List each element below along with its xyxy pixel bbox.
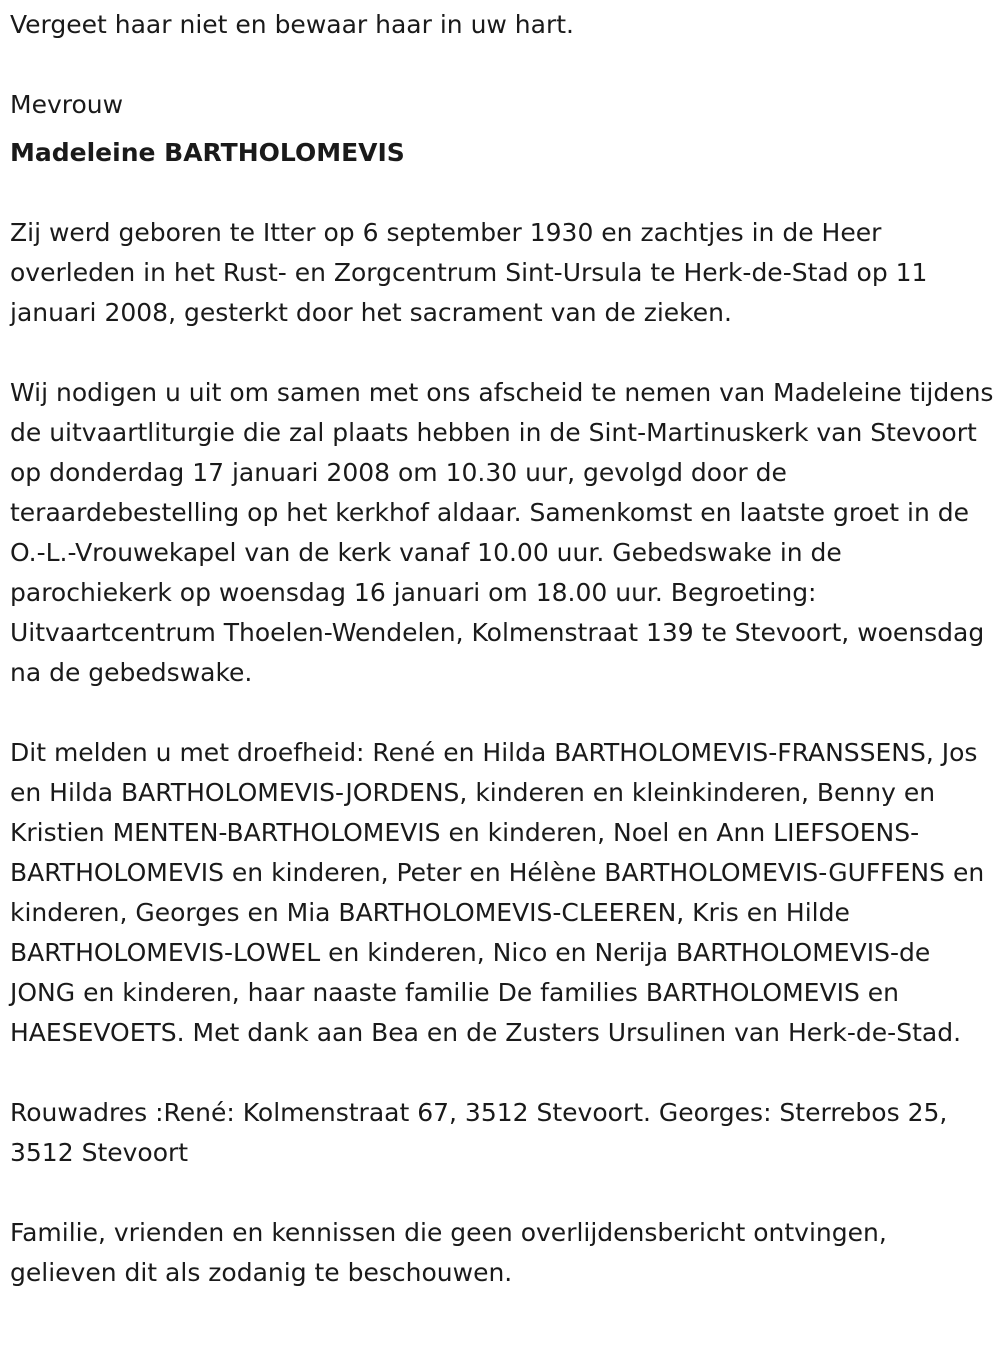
address-paragraph: Rouwadres :René: Kolmenstraat 67, 3512 Stevoort. Georges: Sterrebos 25, 3512 Stevoort — [10, 1098, 948, 1167]
closing-paragraph: Familie, vrienden en kennissen die geen overlijdensbericht ontvingen, gelieven dit als zodanig te beschouwen. — [10, 1218, 887, 1287]
family-paragraph: Dit melden u met droefheid: René en Hilda BARTHOLOMEVIS-FRANSSENS, Jos en Hilda BARTHOLOMEVIS-JORDENS, kinderen en kleinkinderen, Benny en Kristien MENTEN-BARTHOLOMEVIS en kinderen, Noel en Ann LIEFSOENS-BARTHOLOMEVIS en kinderen, Peter en Hélène BARTHOLOMEVIS-GUFFENS en kinderen, Georges en Mia BARTHOLOMEVIS-CLEEREN, Kris en Hilde BARTHOLOMEVIS-LOWEL en kinderen, Nico en Nerija BARTHOLOMEVIS-de JONG en kinderen, haar naaste familie De families BARTHOLOMEVIS en HAESEVOETS. Met dank aan Bea en de Zusters Ursulinen van Herk-de-Stad. — [10, 738, 985, 1047]
salutation: Mevrouw — [10, 90, 124, 119]
intro-line: Vergeet haar niet en bewaar haar in uw hart. — [10, 10, 575, 39]
obituary-document — [10, 0, 995, 1293]
deceased-name: Madeleine BARTHOLOMEVIS — [10, 138, 405, 167]
funeral-paragraph: Wij nodigen u uit om samen met ons afscheid te nemen van Madeleine tijdens de uitvaartliturgie die zal plaats hebben in de Sint-Martinuskerk van Stevoort op donderdag 17 januari 2008 om 10.30 uur, gevolgd door de teraardebestelling op het kerkhof aldaar. Samenkomst en laatste groet in de O.-L.-Vrouwekapel van de kerk vanaf 10.00 uur. Gebedswake in de parochiekerk op woensdag 16 januari om 18.00 uur. Begroeting: Uitvaartcentrum Thoelen-Wendelen, Kolmenstraat 139 te Stevoort, woensdag na de gebedswake. — [10, 378, 994, 687]
birth-death-paragraph: Zij werd geboren te Itter op 6 september 1930 en zachtjes in de Heer overleden in het Rust- en Zorgcentrum Sint-Ursula te Herk-de-Stad op 11 januari 2008, gesterkt door het sacrament van de zieken. — [10, 218, 928, 327]
